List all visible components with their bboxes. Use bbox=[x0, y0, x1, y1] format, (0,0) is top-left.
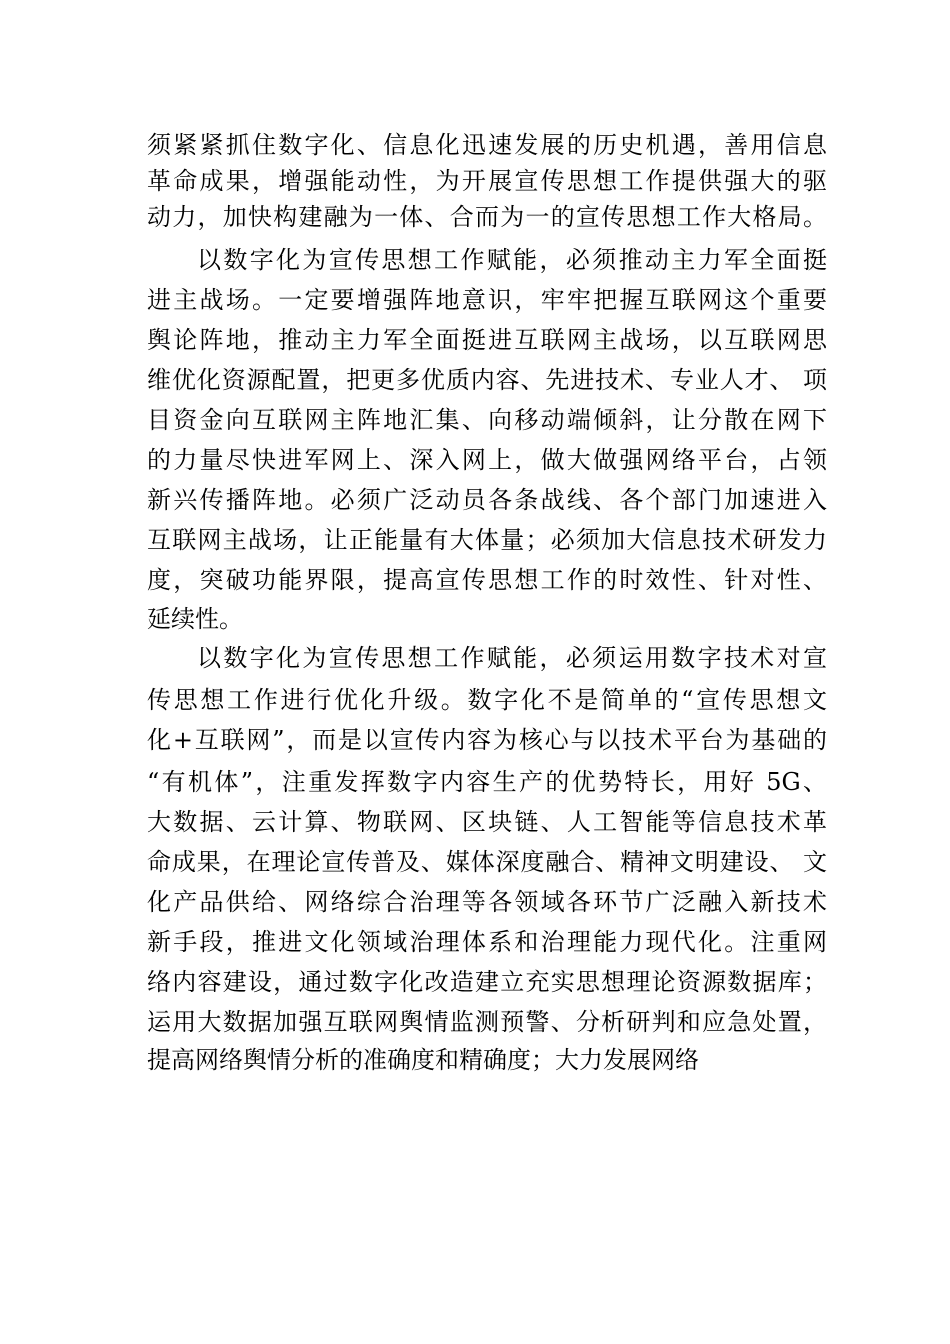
paragraph-2-line-7: 新兴传播阵地。必须广泛动员各条战线、各个部门加速进入 bbox=[147, 486, 827, 514]
paragraph-2-line-8: 互联网主战场，让正能量有大体量；必须加大信息技术研发力 bbox=[147, 526, 827, 554]
paragraph-3-line-3: 化+互联网”，而是以宣传内容为核心与以技术平台为基础的 bbox=[147, 726, 827, 754]
paragraph-3-line-8: 新手段，推进文化领域治理体系和治理能力现代化。注重网 bbox=[147, 928, 827, 956]
paragraph-2-line-6: 的力量尽快进军网上、深入网上，做大做强网络平台，占领 bbox=[147, 446, 827, 474]
paragraph-3-line-10: 运用大数据加强互联网舆情监测预警、分析研判和应急处置， bbox=[147, 1008, 827, 1036]
paragraph-2-line-1: 以数字化为宣传思想工作赋能，必须推动主力军全面挺 bbox=[197, 246, 827, 274]
paragraph-2-line-2: 进主战场。一定要增强阵地意识，牢牢把握互联网这个重要 bbox=[147, 286, 827, 314]
paragraph-2-line-10: 延续性。 bbox=[147, 605, 243, 633]
paragraph-3-line-2: 传思想工作进行优化升级。数字化不是简单的“宣传思想文 bbox=[147, 686, 827, 714]
paragraph-1-line-2: 革命成果，增强能动性，为开展宣传思想工作提供强大的驱 bbox=[147, 167, 827, 195]
paragraph-2-line-5: 目资金向互联网主阵地汇集、向移动端倾斜，让分散在网下 bbox=[147, 406, 827, 434]
paragraph-3-line-11: 提高网络舆情分析的准确度和精确度；大力发展网络 bbox=[147, 1046, 699, 1074]
paragraph-3-line-9: 络内容建设，通过数字化改造建立充实思想理论资源数据库； bbox=[147, 968, 827, 996]
paragraph-1-line-3: 动力，加快构建融为一体、合而为一的宣传思想工作大格局。 bbox=[147, 203, 827, 231]
paragraph-2-line-3: 舆论阵地，推动主力军全面挺进互联网主战场，以互联网思 bbox=[147, 326, 827, 354]
paragraph-3-line-4: “有机体”，注重发挥数字内容生产的优势特长，用好 5G、 bbox=[147, 768, 827, 796]
paragraph-3-line-1: 以数字化为宣传思想工作赋能，必须运用数字技术对宣 bbox=[197, 644, 827, 672]
paragraph-1-line-1: 须紧紧抓住数字化、信息化迅速发展的历史机遇，善用信息 bbox=[147, 131, 827, 159]
paragraph-3-line-5: 大数据、云计算、物联网、区块链、人工智能等信息技术革 bbox=[147, 808, 827, 836]
paragraph-3-line-7: 化产品供给、网络综合治理等各领域各环节广泛融入新技术 bbox=[147, 888, 827, 916]
paragraph-3-line-6: 命成果，在理论宣传普及、媒体深度融合、精神文明建设、 文 bbox=[147, 848, 827, 876]
paragraph-2-line-4: 维优化资源配置，把更多优质内容、先进技术、专业人才、 项 bbox=[147, 366, 827, 394]
paragraph-2-line-9: 度，突破功能界限，提高宣传思想工作的时效性、针对性、 bbox=[147, 566, 827, 594]
